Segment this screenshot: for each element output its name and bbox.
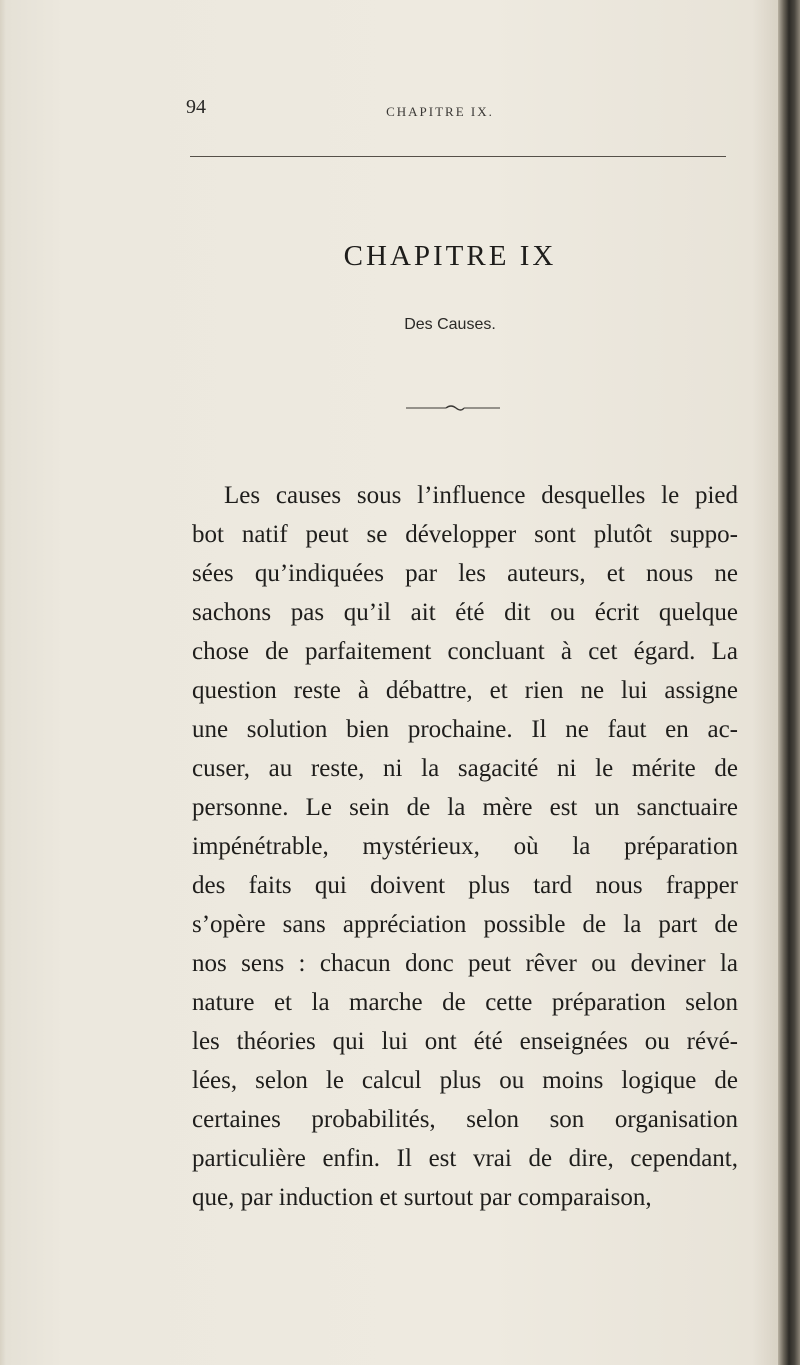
text-line: cuser, au reste, ni la sagacité ni le mérite de	[192, 755, 738, 782]
text-line: chose de parfaitement concluant à cet égard. La	[192, 638, 738, 665]
text-line: nature et la marche de cette préparation selon	[192, 989, 738, 1016]
text-line: que, par induction et surtout par comparaison,	[192, 1184, 652, 1211]
page-number: 94	[186, 96, 206, 118]
text-line: personne. Le sein de la mère est un sanctuaire	[192, 794, 738, 821]
running-head: CHAPITRE IX.	[386, 104, 494, 119]
text-line: lées, selon le calcul plus ou moins logique de	[192, 1067, 738, 1094]
text-line: des faits qui doivent plus tard nous frapper	[192, 872, 738, 899]
page-left-edge	[0, 0, 6, 1365]
text-line: sées qu’indiquées par les auteurs, et nous ne	[192, 560, 738, 587]
text-line: bot natif peut se développer sont plutôt suppo-	[192, 521, 738, 548]
body-text	[192, 476, 738, 1217]
chapter-subtitle: Des Causes.	[404, 316, 496, 333]
text-line: nos sens : chacun donc peut rêver ou deviner la	[192, 950, 738, 977]
text-line: sachons pas qu’il ait été dit ou écrit quelque	[192, 599, 738, 626]
text-line: une solution bien prochaine. Il ne faut en ac-	[192, 716, 738, 743]
text-line: impénétrable, mystérieux, où la préparation	[192, 833, 738, 860]
header-rule	[190, 156, 726, 157]
text-line: particulière enfin. Il est vrai de dire, cependant,	[192, 1145, 738, 1172]
ornament-divider	[406, 402, 500, 414]
book-binding-edge	[778, 0, 800, 1365]
text-line: certaines probabilités, selon son organisation	[192, 1106, 738, 1133]
text-line: s’opère sans appréciation possible de la part de	[192, 911, 738, 938]
text-line: question reste à débattre, et rien ne lui assigne	[192, 677, 738, 704]
chapter-title: CHAPITRE IX	[343, 240, 557, 272]
text-line: Les causes sous l’influence desquelles le pied	[224, 482, 738, 509]
text-line: les théories qui lui ont été enseignées ou révé-	[192, 1028, 738, 1055]
